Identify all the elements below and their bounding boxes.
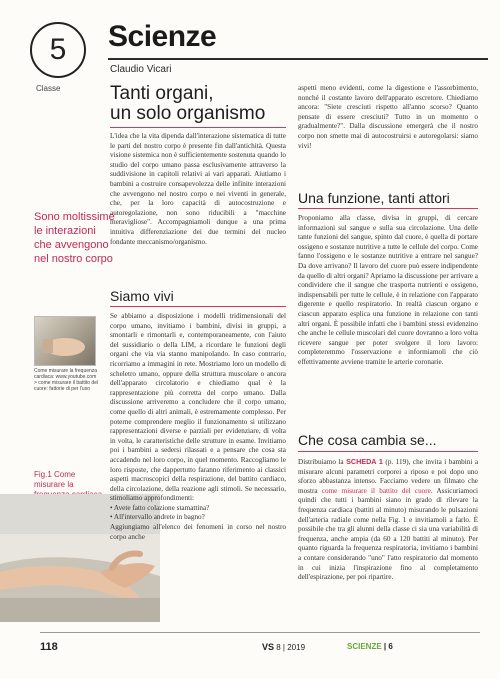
hand-pulse-icon (35, 317, 95, 365)
section3-body (298, 457, 478, 583)
section3-heading: Che cosa cambia se... (298, 432, 437, 448)
magazine-logo: VS (262, 642, 275, 652)
bullet-item: • All'intervallo andrete in bagno? (110, 513, 205, 522)
header-divider (108, 58, 488, 60)
figure-caption: Fig.1 Come misurare la (34, 470, 76, 489)
video-link[interactable]: come misurare il battito del cuore (321, 486, 431, 495)
section3-post: . Assicuriamoci quindi che tutti i bambini siano in grado di rilevare la frequenza cardiaca (battiti al minuto) misurando le pulsazioni dell'arteria radiale come nella Fig. 1 e invitiamoli a farlo. È possibile che tra gli alunni della classe ci sia una variabilità di frequenza, anche ampia (da 60 a 120 battiti al minuto). Per quanto riguarda la frequenza respiratoria, invitiamo i bambini a contare considerando "uno" l'atto respiratorio dal momento in cui inizia l'inspirazione fino al completamento dell'espirazione, per poi ripartire. (298, 486, 479, 582)
section2-body (298, 214, 478, 368)
section1-text: Se abbiamo a disposizione i modelli tridimensionali del corpo umano, invitiamo i bambini, divisi in gruppi, a smontarli e rimontarli e, contemporaneamente, con l'aiuto del sussidiario o della LIM, a ricordare le funzioni degli organi che via via stanno manipolando. In caso contrario, ricorriamo a immagini in rete. Mostriamo loro un modello di scheletro umano, oppure della struttura muscolare o ancora dell'apparato circolatorio e chiediamo qual è la rappresentazione più corretta del corpo umano. Dalla discussione arriveremo a concludere che il corpo umano, come quello di altri animali, è estremamente complesso. Per poterne comprendere meglio il funzionamento si utilizzano rappresentazioni diverse e parziali per evidenziare, di volta in volta, le caratteristiche delle strutture in esame. Invitiamo poi i bambini a sedersi rilassati e a pensare che cosa sta accadendo nel loro corpo, in quel momento. Raccogliamo le loro risposte, che dappertutto faranno riferimento ai classici aspetti macroscopici della respirazione, del battito cardiaco, della circolazione, della reazione agli stimoli. Se necessario, stimoliamo approfondimenti: (110, 312, 286, 503)
section3-text (298, 457, 478, 583)
title-rule (110, 127, 286, 128)
col2-continuation (298, 84, 478, 151)
magazine-issue (262, 642, 305, 652)
grade-label: Classe (36, 84, 61, 93)
section1-heading: Siamo vivi (110, 288, 174, 304)
footer-section-page: 6 (388, 642, 393, 651)
section1-rule (110, 306, 286, 307)
section2-text: Proponiamo alla classe, divisa in gruppi, di cercare informazioni sul sangue e sulla sua circolazione. Una delle tante funzioni del sangue, spinto dal cuore, è quella di portare ossigeno e sostanze nutritive a tutte le cellule del corpo. Come fanno l'ossigeno e le sostanze nutritive a entrare nel sangue? Da dove arrivano? Il lavoro del cuore può essere indipendente da quello di altri organi? Apriamo la discussione per arrivare a condividere che il sangue che trasporta nutrienti e ossigeno, indispensabili per tutte le cellule, è in relazione con l'apparato digerente e quello respiratorio. In realtà ciascun organo e ciascun apparato esplica una funzione in relazione con tanti altri organi. È possibile infatti che i bambini stessi evidenzino che anche le cellule muscolari del cuore dovranno a loro volta ricevere sangue per poter svolgere il loro lavoro: completeremmo l'osservazione e informiamoli che ciò effettivamente avviene tramite le arterie coronarie. (298, 214, 478, 366)
section1-end-text: Aggiungiamo all'elenco dei fenomeni in corso nel nostro corpo anche (110, 523, 286, 541)
grade-number: 5 (49, 33, 67, 66)
footer-section: SCIENZE | 6 (347, 642, 393, 651)
page-number: 118 (40, 641, 58, 653)
grade-badge (30, 22, 86, 78)
pull-quote: Sono moltissime le interazioni che avvengono nel nostro corpo (34, 211, 115, 265)
section1-body (110, 312, 286, 542)
scheda-link[interactable]: SCHEDA 1 (346, 457, 383, 466)
footer-divider (40, 632, 480, 633)
article-title-line1: Tanti organi, (110, 83, 214, 104)
section-title: Scienze (108, 20, 217, 53)
issue-number: 8 | 2019 (276, 643, 306, 652)
video-thumbnail[interactable] (34, 316, 96, 366)
thumbnail-caption: Come misurare la frequenza cardiaca: www.youtube.com > come misurare il battito del cuore: fattorie di per l'uso (34, 368, 99, 392)
section3-mid: (p. 119), che invita i bambini a misurare alcuni parametri corporei a riposo e poi dopo uno sforzo abbastanza intenso. Facciamo vedere un filmato che mostra (298, 458, 479, 495)
section2-rule (298, 208, 478, 209)
section3-rule (298, 451, 478, 452)
section2-heading: Una funzione, tanti attori (298, 190, 450, 206)
author-name: Claudio Vicari (110, 64, 172, 75)
col2-top-text: aspetti meno evidenti, come la digestione e l'assorbimento, nonché il costante lavoro dell'apparato escretore. Chiediamo ancora: "Siete cresciuti rispetto all'anno scorso? Quanto pensate di essere cresciuti? Tutto in un momento o gradualmente?". Dalla discussione emergerà che il nostro corpo non smette mai di autocostruirsi e autoregolarsi: siamo vivi! (298, 84, 478, 150)
intro-paragraph (110, 132, 286, 247)
intro-text: L'idea che la vita dipenda dall'interazione sistematica di tutte le parti del nostro corpo è presente fin dall'antichità. Questa visione sistemica non è sufficientemente sostenuta quando lo studio del corpo umano passa esclusivamente attraverso la suddivisione in capitoli relativi ai vari apparati. Aiutiamo i bambini a costruire consapevolezza delle infinite interazioni che avvengono nel nostro corpo e nei viventi in generale, che, per la loro capacità di autocostruzione e autoregolazione, non sono riducibili a "macchine meravigliose". Accompagniamoli dunque a una prima intuitiva differenziazione dei due termini del nucleo fondante meccanismo/organismo. (110, 132, 286, 246)
article-title (110, 84, 290, 124)
bullet-item: • Avete fatto colazione stamattina? (110, 503, 210, 512)
article-title-line2: un solo organismo (110, 103, 266, 124)
footer-section-name: SCIENZE (347, 642, 382, 651)
section3-pre: Distribuiamo la (298, 458, 347, 466)
